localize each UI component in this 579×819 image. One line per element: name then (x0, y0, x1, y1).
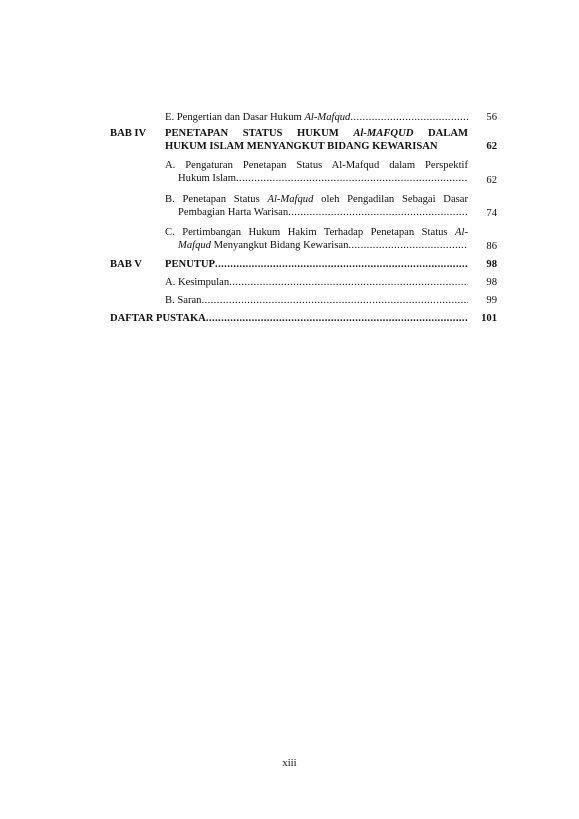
toc-entry-pengertian (165, 111, 468, 124)
toc-entry-pengaturan-line1: A. Pengaturan Penetapan Status Al-Mafqud dalam Perspektif (165, 160, 468, 171)
toc-entry-text: E. Pengertian dan Dasar Hukum (165, 112, 305, 123)
page-number: 98 (486, 277, 497, 288)
dot-leader (236, 172, 468, 185)
chapter-title-bab-v (165, 258, 468, 271)
toc-entry-text: B. Saran (165, 295, 202, 306)
dot-leader (206, 312, 468, 325)
toc-entry-penetapan-line1 (165, 193, 468, 206)
toc-entry-saran (165, 294, 468, 307)
toc-entry-text: Menyangkut Bidang Kewarisan (210, 240, 349, 251)
toc-entry-text: Hukum Islam (178, 173, 236, 184)
chapter-label-bab-iv: BAB IV (110, 128, 147, 139)
page-number: 99 (486, 295, 497, 306)
toc-entry-text: B. Penetapan Status (165, 194, 268, 205)
toc-entry-pertimbangan-line1 (165, 226, 468, 239)
toc-entry-penetapan-line2 (178, 206, 468, 219)
toc-entry-pengaturan-line2 (178, 172, 468, 185)
chapter-title-italic: Al-MAFQUD (353, 128, 414, 139)
toc-entry-pertimbangan-line2 (178, 239, 468, 252)
dot-leader (350, 111, 468, 124)
dot-leader (215, 258, 468, 271)
chapter-title-bab-iv-line2: HUKUM ISLAM MENYANGKUT BIDANG KEWARISAN (165, 141, 438, 152)
chapter-title-text: PENETAPAN STATUS HUKUM (165, 128, 354, 139)
dot-leader (348, 239, 468, 252)
toc-entry-daftar-pustaka (110, 312, 468, 325)
toc-entry-italic: Al-Mafqud (267, 194, 314, 205)
toc-entry-text: A. Kesimpulan (165, 277, 230, 288)
page-number: 62 (486, 175, 497, 186)
chapter-title-text: PENUTUP (165, 259, 216, 270)
dot-leader (201, 294, 468, 307)
toc-entry-text: C. Pertimbangan Hukum Hakim Terhadap Penetapan Status (165, 227, 456, 238)
toc-entry-italic: Mafqud (178, 240, 211, 251)
toc-entry-italic: Al-Mafqud (304, 112, 351, 123)
chapter-label-bab-v: BAB V (110, 259, 142, 270)
page-number: 98 (486, 259, 497, 270)
page-number: 74 (486, 208, 497, 219)
toc-entry-text: oleh Pengadilan Sebagai Dasar (313, 194, 469, 205)
page-number: 86 (486, 241, 497, 252)
toc-entry-italic: Al- (455, 227, 468, 238)
toc-entry-text: DAFTAR PUSTAKA (110, 313, 206, 324)
page-number: 56 (486, 112, 497, 123)
page-number: 62 (486, 141, 497, 152)
toc-entry-kesimpulan (165, 276, 468, 289)
chapter-title-text: DALAM (413, 128, 468, 139)
page-footer-number: xiii (282, 758, 297, 769)
dot-leader (229, 276, 468, 289)
page-number: 101 (481, 313, 497, 324)
chapter-title-bab-iv-line1 (165, 127, 468, 140)
dot-leader (288, 206, 468, 219)
toc-entry-text: Pembagian Harta Warisan (178, 207, 289, 218)
